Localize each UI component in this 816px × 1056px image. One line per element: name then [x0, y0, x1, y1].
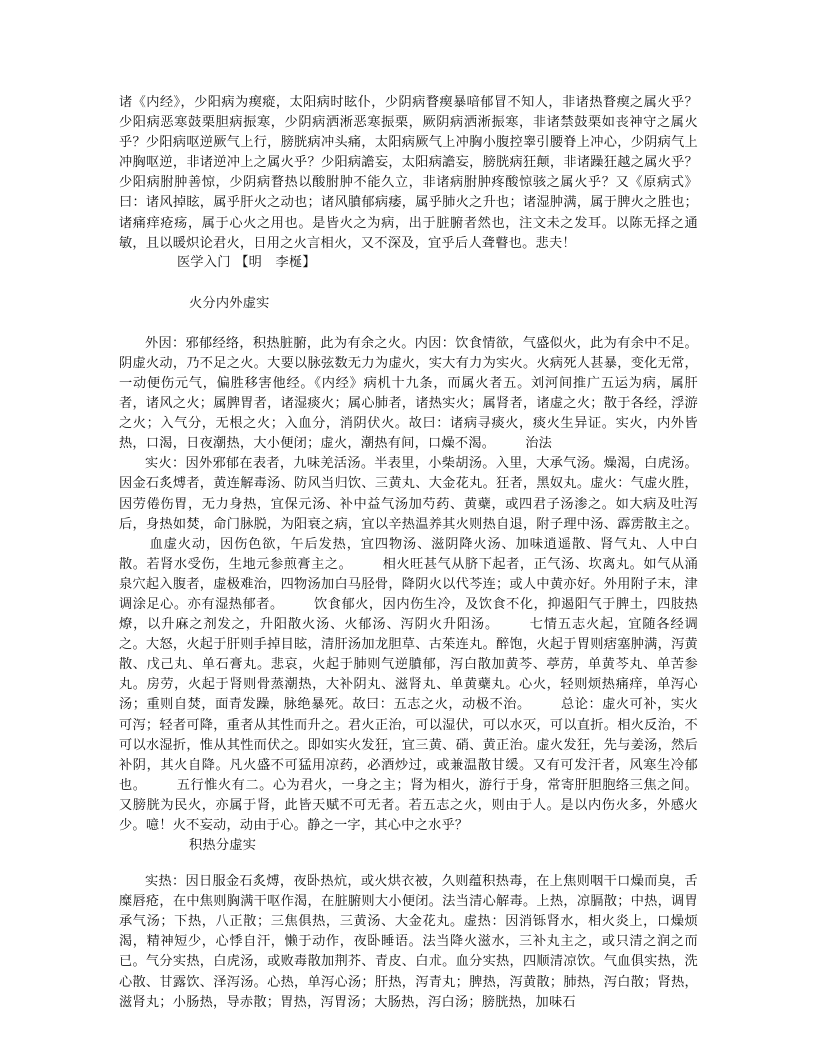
paragraph-causes-text: 外因：邪郁经络，积热脏腑，此为有余之火。内因：饮食情欲，气盛似火，此为有余中不足。阴虚火动，乃不足之火。大要以脉弦数无力为虚火，实大有力为实火。火病死人甚暴，变化无常，一动便伤元气，偏胜移害他经。《内经》病机十九条，而属火者五。刘河间推广五运为病，属肝者，诸风之火；属脾胃者，诸湿痰火；属心肺者，诸热实火；属肾者，诸虚之火；散于各经，浮游之火；入气分，无根之火；入血分，消阴伏火。故曰：诸病寻痰火，痰火生异证。实火，内外皆热，口渴，日夜潮热，大小便闭；虚火，潮热有间，口燥不渴。: [119, 335, 698, 452]
document-page: [119, 93, 698, 1013]
subheading-treatment: 治法: [525, 436, 553, 452]
paragraph-causes: [119, 334, 698, 455]
text-food-fire: 饮食郁火，因内伤生冷，及饮食不化，抑遏阳气于脾土，四肢热燎，以升麻之剂发之，升阳散火汤、火郁汤、泻阴火升阳汤。: [119, 596, 699, 633]
text-summary: 总论：虚火可补，实火可泻；轻者可降，重者从其性而升之。君火正治，可以湿伏，可以水灭，可以直折。相火反治，不可以水湿折，惟从其性而伏之。即如实火发狂，宜三黄、硝、黄正治。虚火发狂，先与姜汤，然后补阴，其火自降。凡火盛不可猛用凉药，必酒炒过，或兼温散甘缓。又有可发汗者，风寒生冷郁也。: [119, 697, 698, 793]
text-five-phases: 五行惟火有二。心为君火，一身之主；肾为相火，游行于身，常寄肝胆胞络三焦之间。又膀胱为民火，亦属于肾，此皆天赋不可无者。若五志之火，则由于人。是以内伤火多，外感火少。噫！火不妄动，动由于心。静之一字，其心中之水乎？: [119, 777, 698, 833]
paragraph-accumulated-heat: 实热：因日服金石炙煿，夜卧热炕，或火烘衣被，久则蕴积热毒，在上焦则咽干口燥而臭，舌糜唇疮，在中焦则胸满干呕作渴，在脏腑则大小便闭。法当清心解毒。上热，凉膈散；中热，调胃承气汤；下热，八正散；三焦俱热，三黄汤、大金花丸。虚热：因消铄肾水，相火炎上，口燥烦渴，精神短少，心悸自汗，懒于动作，夜卧睡语。法当降火滋水，三补丸主之，或只清之润之而已。气分实热，白虎汤，或败毒散加荆芥、青皮、白朮。血分实热，四顺清凉饮。气血俱实热，洗心散、甘露饮、泽泻汤。心热，单泻心汤；肝热，泻青丸；脾热，泻黄散；肺热，泻白散；肾热，滋肾丸；小肠热，导赤散；胃热，泻胃汤；大肠热，泻白汤；膀胱热，加味石: [119, 874, 698, 1010]
text-emotion-fire: 七情五志火起，宜随各经调之。大怒，火起于肝则手掉目眩，清肝汤加龙胆草、古茱连丸。醉饱，火起于胃则痞塞肿满，泻黄散、戊己丸、单石膏丸。悲哀，火起于肺则气逆膹郁，泻白散加黄芩、葶苈，单黄芩丸、单苦参丸。房劳，火起于肾则骨蒸潮热，大补阴丸、滋肾丸、单黄蘗丸。心火，轻则烦热痛痒，单泻心汤；重则自焚，面青发躁，脉绝暴死。故曰：五志之火，动极不治。: [119, 617, 699, 713]
source-heading: 医学入门 【明 李梴】: [177, 254, 316, 270]
text-excess-fire: 实火：因外邪郁在表者，九味羌活汤。半表里，小柴胡汤。入里，大承气汤。燥渴，白虎汤。因金石炙煿者，黄连解毒汤、防风当归饮、三黄丸、大金花丸。狂者，黑奴丸。虚火：气虚火胜，因劳倦伤胃，无力身热，宜保元汤、补中益气汤加芍药、黄蘗，或四君子汤渗之。如大病及吐泻后，身热如焚，命门脉脱，为阳衰之病，宜以辛热温养其火则热自退，附子理中汤、霹雳散主之。: [119, 456, 698, 532]
section-heading-heat: 积热分虚实: [189, 838, 257, 854]
paragraph-treatment: [119, 454, 698, 836]
intro-paragraph: 诸《内经》，少阳病为瘈瘲，太阳病时眩仆，少阴病瞀瘈暴喑郁冒不知人，非诸热瞀瘈之属火乎？少阳病恶寒鼓栗胆病振寒，少阴病洒淅恶寒振栗，厥阴病洒淅振寒，非诸禁鼓栗如丧神守之属火乎？少阳病呕逆厥气上行，膀胱病冲头痛，太阳病厥气上冲胸小腹控睾引腰脊上冲心，少阴病气上冲胸呕逆，非诸逆冲上之属火乎？少阳病譫妄，太阳病譫妄，膀胱病狂颠，非诸躁狂越之属火乎？少阳病胕肿善惊，少阴病瞀热以酸胕肿不能久立，非诸病胕肿疼酸惊骇之属火乎？又《原病式》曰：诸风掉眩，属乎肝火之动也；诸风膹郁病痿，属乎肺火之升也；诸湿肿满，属于脾火之胜也；诸痛痒疮疡，属于心火之用也。是皆火之为病，出于脏腑者然也，注文未之发耳。以陈无择之通敏，且以暖炽论君火，日用之火言相火，又不深及，宜乎后人聋瞽也。悲夫！: [119, 95, 698, 251]
section-heading-fire: 火分内外虚实: [189, 295, 270, 311]
text-blood-deficiency: 血虚火动，因伤色欲，午后发热，宜四物汤、滋阴降火汤、加味逍遥散、肾气丸、人中白散。若肾水受伤，生地元参煎膏主之。: [119, 536, 698, 572]
text-ministerial-fire: 相火旺甚气从脐下起者，正气汤、坎离丸。如气从涌泉穴起入腹者，虚极难治，四物汤加白马胫骨，降阴火以代芩连；或人中黄亦好。外用附子末，津调涂足心。亦有湿热郁者。: [119, 556, 699, 612]
